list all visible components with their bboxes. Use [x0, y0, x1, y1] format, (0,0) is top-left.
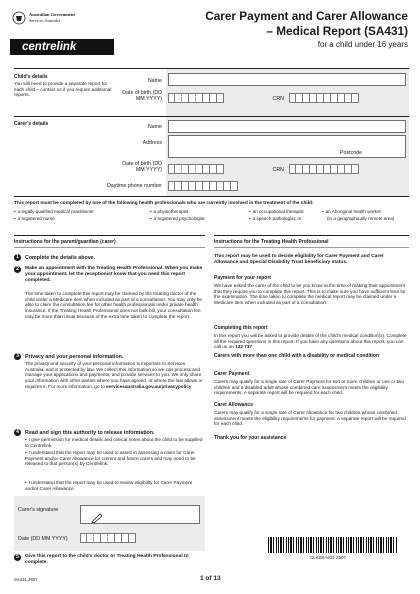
authority-item: • I give permission for medical details and clinical notes about the child to be supplied to Centrelink.	[25, 437, 205, 448]
carer-name-field[interactable]	[168, 120, 406, 133]
section-divider	[14, 196, 409, 197]
gov-line-1: Australian Government	[29, 12, 75, 17]
carer-details-heading: Carer's details	[14, 121, 49, 127]
step-number-3: 3	[14, 353, 21, 360]
postcode-label: Postcode	[340, 150, 363, 156]
step-number-2: 2	[14, 266, 21, 273]
child-name-label: Name	[147, 78, 162, 84]
barcode-text: CLK0SA431 2507	[310, 555, 347, 560]
professional-item: • a registered nurse	[14, 216, 55, 222]
step-4-heading: Read and sign this authority to release information.	[25, 430, 155, 436]
signature-label: Carer's signature	[18, 507, 59, 513]
carer-address-label: Address	[142, 140, 162, 146]
step-1-text: Complete the details above.	[25, 255, 96, 261]
form-code: SA431.2507	[14, 577, 38, 582]
child-crn-label: CRN	[272, 96, 284, 102]
carer-name-label: Name	[147, 124, 162, 130]
coat-of-arms-icon	[12, 11, 26, 25]
carer-instructions-heading: Instructions for the parent/guardian (carer)	[14, 239, 116, 245]
column-divider	[214, 235, 409, 236]
thank-you-note: Thank you for your assistance	[214, 435, 287, 441]
carer-phone-field[interactable]	[168, 181, 238, 191]
authority-item: • I understand that the report may be used to review eligibility for Carer Payment and/or Carer Allowance.	[25, 480, 205, 491]
brand-logo: centrelink	[22, 41, 77, 53]
eligibility-intro: This report may be used to decide eligibility for Carer Payment and Carer Allowance and Special Disability Trust beneficiary status.	[214, 254, 384, 265]
page-title-line-2: – Medical Report (SA431)	[266, 24, 408, 38]
column-divider	[14, 235, 205, 236]
carer-crn-field[interactable]	[289, 164, 359, 174]
privacy-policy-link[interactable]: servicesaustralia.gov.au/privacypolicy	[106, 383, 192, 389]
page-subtitle: for a child under 16 years	[317, 40, 408, 49]
barcode-image	[268, 537, 398, 553]
signature-date-field[interactable]	[80, 533, 136, 543]
step-number-5: 5	[14, 554, 21, 561]
professionals-intro: This report must be completed by one of the following health professionals who are currently involved in the treatment of the child:	[14, 201, 314, 206]
professional-item: • a physiotherapist	[150, 209, 188, 215]
gov-line-2: Services Australia	[29, 18, 61, 23]
step-5-text: Give this report to the child's doctor or Treating Health Professional to complete.	[25, 554, 189, 565]
payment-heading: Payment for your report	[214, 275, 271, 281]
page-number: 1 of 13	[200, 575, 221, 582]
professional-instructions-heading: Instructions for the Treating Health Professional	[214, 239, 329, 245]
step-2-text: The time taken to complete this report may be claimed by the treating doctor of the child under a Medicare item when included as part of a consultation. You may only be able to claim the consultation fee for other health professionals under private health insurance. If the Treating Health Professional does not bulk bill, your consultation fee may be more than usual because of the extra time taken to complete the report.	[25, 291, 202, 319]
completing-text	[214, 333, 409, 350]
carer-payment-heading: Carer Payment	[214, 371, 250, 377]
privacy-statement: The privacy and security of your personal information is important to Services Australia, and is protected by law. We collect this information so we can process and manage your applications and payments, and provide services to you. We only share your information with other parties where you have agreed, or where the law allows or requires it. For more information, go to	[25, 361, 203, 389]
page-title-line-1: Carer Payment and Carer Allowance	[205, 9, 408, 23]
carer-allowance-text: Carers may qualify for a single rate of Carer Allowance for two children whose combined assessment meets the eligibility requirements for payment. A separate report will be required for each child.	[214, 410, 406, 427]
professional-item: • a speech pathologist, or	[249, 216, 301, 222]
step-number-1: 1	[14, 254, 21, 261]
professional-item: • an occupational therapist	[249, 209, 304, 215]
professional-item: • a legally qualified medical practitioner	[14, 209, 94, 215]
step-2-heading: Make an appointment with the Treating Health Professional. When you make your appointment, let the receptionist know that you need this report completed.	[25, 266, 203, 283]
divider	[214, 247, 409, 248]
step-number-4: 4	[14, 429, 21, 436]
child-dob-label: Date of birth (DD MM YYYY)	[122, 90, 162, 102]
child-details-note: You will need to provide a separate report for each child – contact us if you require additional reports.	[14, 81, 112, 98]
carer-payment-text: Carers may qualify for a single rate of Carer Payment for two or more children or one or two children and a disabled adult whose combined care assessment meets the eligibility requirements. A separate report will be required for each child.	[214, 379, 404, 396]
multiple-children-heading: Carers with more than one child with a disability or medical condition	[214, 353, 380, 359]
professional-item: • a registered psychologist	[150, 216, 204, 222]
payment-text: We have asked the carer of the child to let you know at the time of making their appointment that they require you to complete this report. This is to make sure you have sufficient time for the examination. The time taken to complete the medical report may be claimed under a Medicare item when included as part of a consultation.	[214, 283, 406, 306]
carer-dob-label: Date of birth (DD MM YYYY)	[122, 161, 162, 173]
carer-phone-label: Daytime phone number	[106, 183, 162, 189]
child-name-field[interactable]	[168, 73, 406, 86]
completing-heading: Completing this report	[214, 325, 268, 331]
divider	[14, 247, 205, 248]
phone-number: 132 717	[235, 344, 253, 350]
carer-allowance-heading: Carer Allowance	[214, 402, 253, 408]
professional-item: • an Aboriginal health worker	[322, 209, 381, 215]
child-crn-field[interactable]	[289, 93, 359, 103]
completing-body: In this report you will be asked to provide details of the child's medical condition(s). Complete all the required questions in this report. If you have any questions about this report, you can call us on	[214, 333, 407, 350]
carer-address-field[interactable]	[168, 135, 406, 158]
carer-crn-label: CRN	[272, 167, 284, 173]
step-3-heading: Privacy and your personal information.	[25, 354, 124, 360]
child-dob-field[interactable]	[168, 93, 224, 103]
date-label: Date (DD MM YYYY)	[18, 536, 68, 542]
authority-item: • I understand that the report may be used to assist in assessing a claim for Carer Payment and/or Carer Allowance for current and future carers and may need to be released to that person(s) by Centrelink.	[25, 450, 205, 467]
pen-icon	[91, 510, 103, 520]
carer-dob-field[interactable]	[168, 164, 224, 174]
step-3-text	[25, 361, 205, 390]
professional-item: (in a geographically remote area)	[327, 216, 395, 221]
child-details-heading: Child's details	[14, 74, 48, 80]
